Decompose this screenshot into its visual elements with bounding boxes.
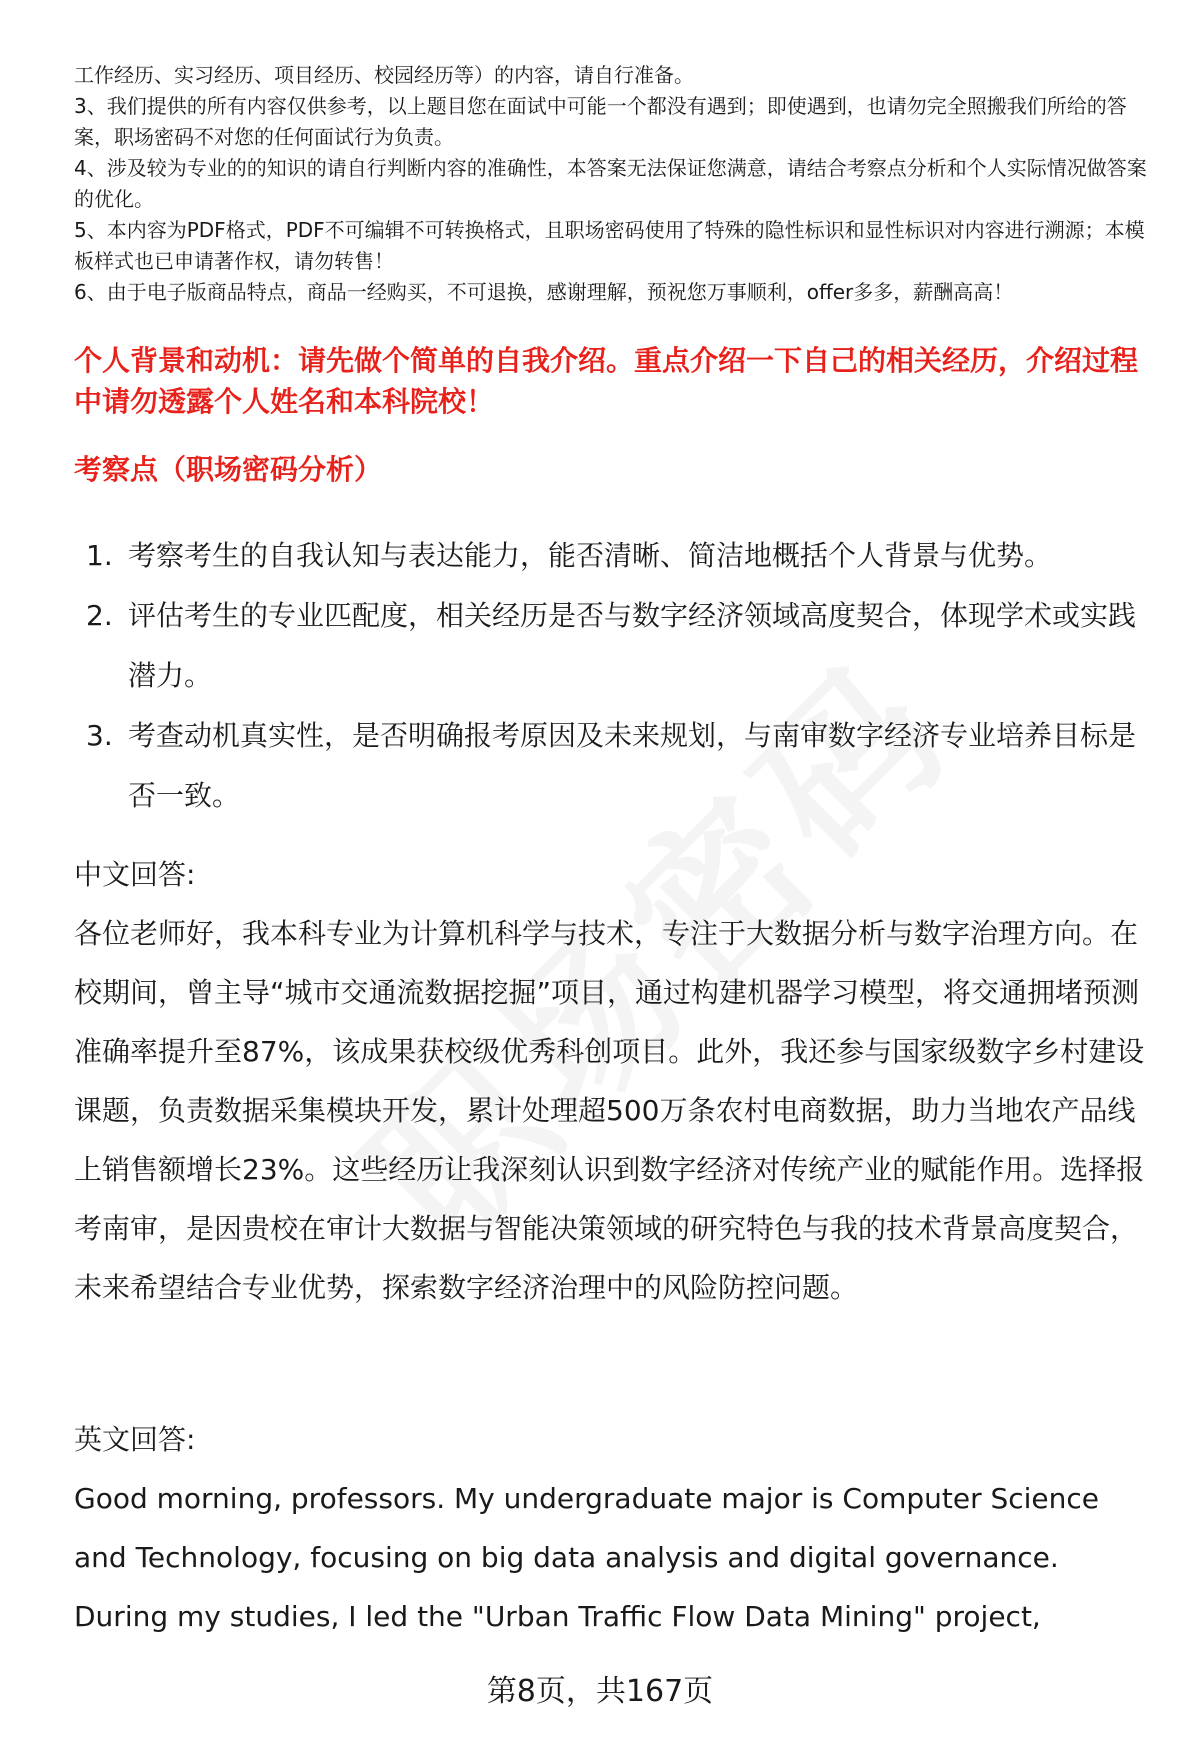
english-answer-label: 英文回答: [74, 1423, 196, 1456]
chinese-answer-text [74, 904, 1154, 1317]
english-answer-text [74, 1469, 1154, 1646]
note-line: 工作经历、实习经历、项目经历、校园经历等）的内容，请自行准备。 [74, 63, 694, 87]
analysis-points-list [74, 526, 1154, 826]
point-text: 考察考生的自我认知与表达能力，能否清晰、简洁地概括个人背景与优势。 [128, 539, 1053, 572]
point-number: 3. [86, 719, 113, 752]
page-number-footer: 第8页，共167页 [486, 1674, 714, 1709]
chinese-answer-paragraph: 各位老师好，我本科专业为计算机科学与技术，专注于大数据分析与数字治理方向。在校期间，曾主导“城市交通流数据挖掘”项目，通过构建机器学习模型，将交通拥堵预测准确率提升至87%，该成果获校级优秀科创项目。此外，我还参与国家级数字乡村建设课题，负责数据采集模块开发，累计处理超500万条农村电商数据，助力当地农产品线上销售额增长23%。这些经历让我深刻认识到数字经济对传统产业的赋能作用。选择报考南审，是因贵校在审计大数据与智能决策领域的研究特色与我的技术背景高度契合，未来希望结合专业优势，探索数字经济治理中的风险防控问题。 [74, 917, 1145, 1304]
note-line: 4、涉及较为专业的的知识的请自行判断内容的准确性，本答案无法保证您满意，请结合考察点分析和个人实际情况做答案的优化。 [74, 156, 1147, 211]
chinese-answer-label: 中文回答: [74, 858, 196, 891]
analysis-point [74, 526, 1154, 586]
notes-section [74, 60, 1154, 308]
note-line: 3、我们提供的所有内容仅供参考，以上题目您在面试中可能一个都没有遇到；即使遇到，也请勿完全照搬我们所给的答案，职场密码不对您的任何面试行为负责。 [74, 94, 1127, 149]
note-line: 5、本内容为PDF格式，PDF不可编辑不可转换格式，且职场密码使用了特殊的隐性标识和显性标识对内容进行溯源；本模板样式也已申请著作权，请勿转售！ [74, 218, 1145, 273]
note-line: 6、由于电子版商品特点，商品一经购买，不可退换，感谢理解，预祝您万事顺利，offer多多，薪酬高高！ [74, 280, 1014, 304]
question-heading [74, 340, 1154, 422]
question-text: 个人背景和动机：请先做个简单的自我介绍。重点介绍一下自己的相关经历，介绍过程中请勿透露个人姓名和本科院校！ [74, 344, 1139, 418]
analysis-point [74, 586, 1154, 706]
point-number: 2. [86, 599, 113, 632]
point-text: 评估考生的专业匹配度，相关经历是否与数字经济领域高度契合，体现学术或实践潜力。 [128, 599, 1137, 692]
english-answer-paragraph: Good morning, professors. My undergraduate major is Computer Science and Technology, focusing on big data analysis and digital governance. During my studies, I led the "Urban Traffic Flow Data Mining" project, [74, 1482, 1100, 1633]
point-number: 1. [86, 539, 113, 572]
analysis-point [74, 706, 1154, 826]
analysis-title: 考察点（职场密码分析） [74, 453, 383, 486]
point-text: 考查动机真实性，是否明确报考原因及未来规划，与南审数字经济专业培养目标是否一致。 [128, 719, 1137, 812]
